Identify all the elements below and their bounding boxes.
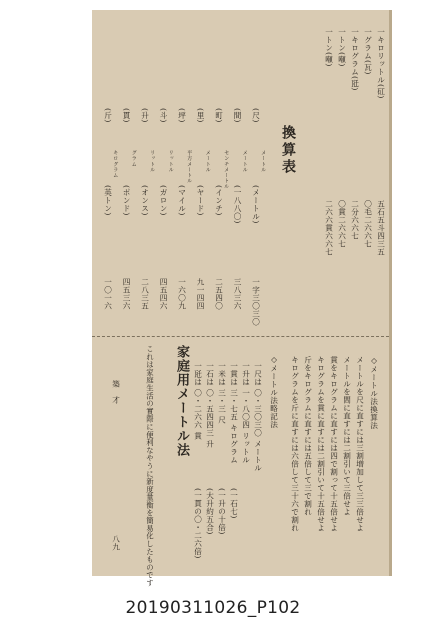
column-main: (マイル) [177,185,187,216]
table-unit: 一トン(噸) [324,28,334,67]
column-sub: 平方メートル [186,150,193,184]
column-value: 四五四六 [159,278,169,310]
column-value: 一字三〇三〇 [251,278,261,326]
column-name: (貫) [122,108,132,123]
rule-line: 斤をキログラムに直すには五倍して三で割れ [303,356,313,516]
column-name: (斗) [159,108,169,123]
column-sub: メートル [260,150,267,173]
image-caption: 20190311026_P102 [125,598,301,618]
column-name: (坪) [177,108,187,123]
column-main: (ガロン) [159,185,169,216]
column-value: 二八三五 [140,278,150,310]
column-value: 一〇一六 [103,278,113,310]
column-name: (斤) [103,108,113,123]
shortcut-line: 一米は 三・三 尺 [217,362,227,424]
section-divider [92,336,389,337]
rule-line: キログラムを斤に直すには六倍して三十六で割れ [290,356,300,532]
table-unit: 一キロリットル(矼) [376,28,386,99]
shortcut-line: 一石は 〇・五四四三 升 [205,362,215,448]
shortcut-line: 一貫は 三・七五 キログラム [229,362,239,464]
rule-line: メートルを間に直すには二割引いて三倍せよ [342,356,352,516]
column-value: 九一四四 [196,278,206,310]
author: 築 才 [111,380,121,404]
column-value: 三八三六 [233,278,243,310]
page-number: 八九 [111,535,121,551]
column-value: 一六〇九 [177,278,187,310]
column-sub: メートル [204,150,211,173]
column-value: 四五三六 [122,278,132,310]
shortcut-title: ◇メートル法略記法 [269,355,279,429]
column-sub: リットル [149,150,156,173]
column-name: (町) [214,108,224,123]
column-name: (間) [233,108,243,123]
rule-line: キログラムを貫に直すには二割引いて十五倍せよ [316,356,326,532]
column-main: (オンス) [140,185,150,216]
family-note: これは家庭生活の實際に便利なやうに新度量衡を簡易化したものです [145,345,155,587]
shortcut-line: 一瓩は 〇・二六六 貫 [193,362,203,440]
column-sub: グラム [130,150,137,167]
column-value: 二五四〇 [214,278,224,310]
column-name: (尺) [251,108,261,123]
table-value: 二分六六七 [350,200,360,240]
note-line: (一貫の〇・二六倍) [193,488,203,559]
note-line: (一升の十倍) [217,488,227,535]
table-value: 〇貫二六六七 [337,200,347,248]
table-value: 〇毛二六六七 [363,200,373,248]
column-main: (一八八〇) [233,185,243,224]
rule-line: メートルを尺に直すには三割増加して三三倍せよ [355,356,365,532]
column-main: (ポンド) [122,185,132,216]
rule-line: 貫をキログラムに直すには四で割って十五倍せよ [329,356,339,532]
table-value: 二六六貫六六七 [324,200,334,256]
column-name: (升) [140,108,150,123]
column-main: (インチ) [214,185,224,216]
column-sub: メートル [241,150,248,173]
column-sub: キログラム [112,150,119,178]
table-unit: 一グラム(瓦) [363,28,373,75]
table-unit: 一トン(噸) [337,28,347,67]
shortcut-line: 一尺は 〇・三〇三〇 メートル [253,362,263,472]
book-page [92,10,392,587]
shortcut-line: 一升は 一・八〇四 リットル [241,362,251,464]
column-main: (メートル) [251,185,261,224]
table-value: 五石五斗四三五 [376,200,386,256]
method-intro: ◇メートル法換算法 [369,356,379,430]
column-sub: リットル [167,150,174,173]
family-title: 家庭用メートル法 [174,345,189,457]
note-line: (大升約五合) [205,488,215,535]
column-main: (英トン) [103,185,113,216]
column-main: (ヤード) [196,185,206,216]
column-sub: センチメートル [223,150,230,190]
table-unit: 一キログラム(瓩) [350,28,360,91]
page-title: 換算表 [280,125,296,176]
column-name: (里) [196,108,206,123]
note-line: (一石七) [229,488,239,519]
